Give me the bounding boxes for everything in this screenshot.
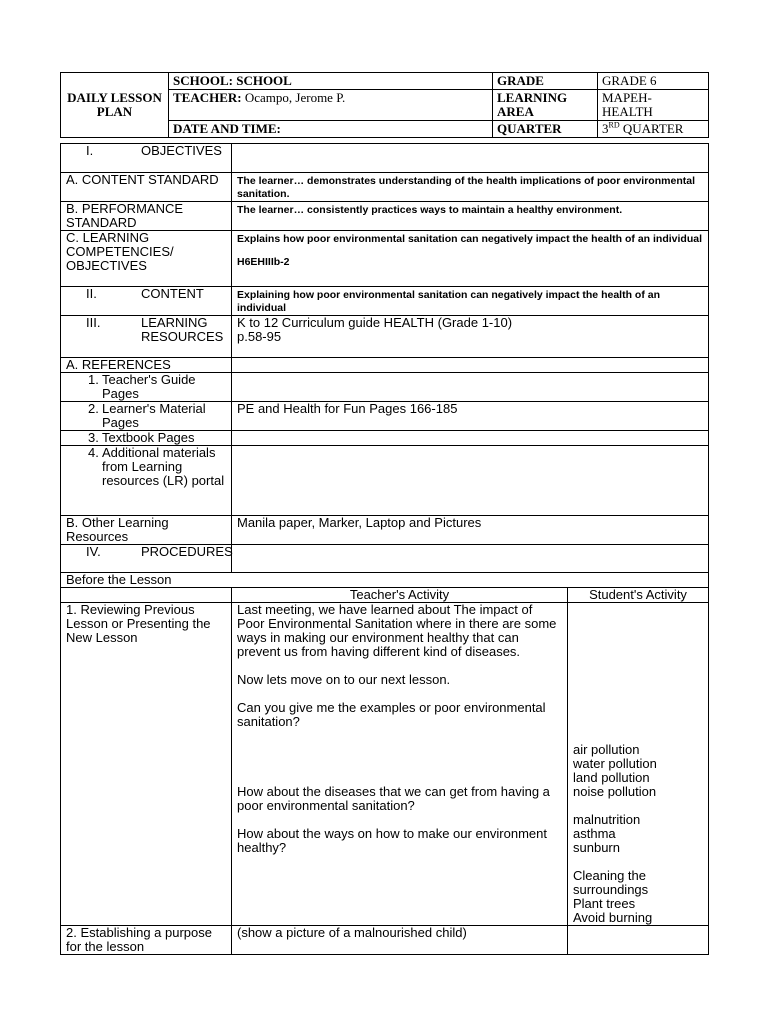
content-heading: II. CONTENT bbox=[61, 287, 232, 316]
date-time-label: DATE AND TIME: bbox=[169, 121, 493, 138]
step1-label: 1. Reviewing Previous Lesson or Presenting the New Lesson bbox=[61, 603, 232, 926]
other-resources-label: B. Other Learning Resources bbox=[61, 516, 232, 545]
teacher-cell: TEACHER: Ocampo, Jerome P. bbox=[169, 90, 493, 121]
lesson-plan-table bbox=[60, 143, 709, 955]
header-table bbox=[60, 72, 709, 138]
learners-material-value: PE and Health for Fun Pages 166-185 bbox=[232, 402, 709, 431]
other-resources-value: Manila paper, Marker, Laptop and Pictures bbox=[232, 516, 709, 545]
competencies-label: C. LEARNING COMPETENCIES/ OBJECTIVES bbox=[61, 231, 232, 287]
step2-teacher-activity: (show a picture of a malnourished child) bbox=[232, 926, 568, 955]
step2-label: 2. Establishing a purpose for the lesson bbox=[61, 926, 232, 955]
daily-lesson-plan-title: DAILY LESSON PLAN bbox=[61, 73, 169, 138]
competencies-text: Explains how poor environmental sanitation can negatively impact the health of an individual bbox=[237, 233, 702, 245]
curriculum-cell bbox=[232, 316, 709, 358]
learning-area-label: LEARNING AREA bbox=[493, 90, 598, 121]
step1-teacher-activity: Last meeting, we have learned about The impact of Poor Environmental Sanitation where in there are some ways in making our environment healthy that can prevent us from having different kind of diseases. Now lets move on to our next lesson. Can you give me the examples or poor environmental sanitation? How about the diseases that we can get from having a poor environmental sanitation? How about the ways on how to make our environment healthy? bbox=[232, 603, 568, 926]
content-standard-text: The learner… demonstrates understanding of the health implications of poor environmental sanitation. bbox=[232, 173, 709, 202]
curriculum-guide: K to 12 Curriculum guide HEALTH (Grade 1-10) bbox=[237, 315, 513, 330]
objectives-heading: I. OBJECTIVES bbox=[61, 144, 232, 173]
teacher-activity-header: Teacher's Activity bbox=[232, 588, 568, 603]
competencies-cell bbox=[232, 231, 709, 287]
quarter-label: QUARTER bbox=[493, 121, 598, 138]
procedures-heading: IV. PROCEDURES bbox=[61, 545, 232, 573]
quarter-value: 3RD QUARTER bbox=[598, 121, 709, 138]
competency-code: H6EHIIIb-2 bbox=[237, 256, 290, 268]
learning-resources-heading: III. LEARNING RESOURCES bbox=[61, 316, 232, 358]
performance-standard-label: B. PERFORMANCE STANDARD bbox=[61, 202, 232, 231]
content-text: Explaining how poor environmental sanitation can negatively impact the health of an individual bbox=[232, 287, 709, 316]
reference-item: 1. Teacher's Guide Pages bbox=[61, 373, 232, 402]
reference-item: 2. Learner's Material Pages bbox=[61, 402, 232, 431]
student-activity-header: Student's Activity bbox=[568, 588, 709, 603]
before-lesson-label: Before the Lesson bbox=[61, 573, 709, 588]
reference-item: 3. Textbook Pages bbox=[61, 431, 232, 446]
learning-area-value: MAPEH- HEALTH bbox=[598, 90, 709, 121]
curriculum-pages: p.58-95 bbox=[237, 329, 282, 344]
reference-item: 4. Additional materials from Learning resources (LR) portal bbox=[61, 446, 232, 516]
school-cell: SCHOOL: SCHOOL bbox=[169, 73, 493, 90]
step1-student-activity: air pollution water pollution land pollution noise pollution malnutrition asthma sunburn Cleaning the surroundings Plant trees Avoid burning bbox=[568, 603, 709, 926]
grade-value: GRADE 6 bbox=[598, 73, 709, 90]
references-label: A. REFERENCES bbox=[61, 358, 232, 373]
grade-label: GRADE bbox=[493, 73, 598, 90]
performance-standard-text: The learner… consistently practices ways to maintain a healthy environment. bbox=[232, 202, 709, 231]
content-standard-label: A. CONTENT STANDARD bbox=[61, 173, 232, 202]
